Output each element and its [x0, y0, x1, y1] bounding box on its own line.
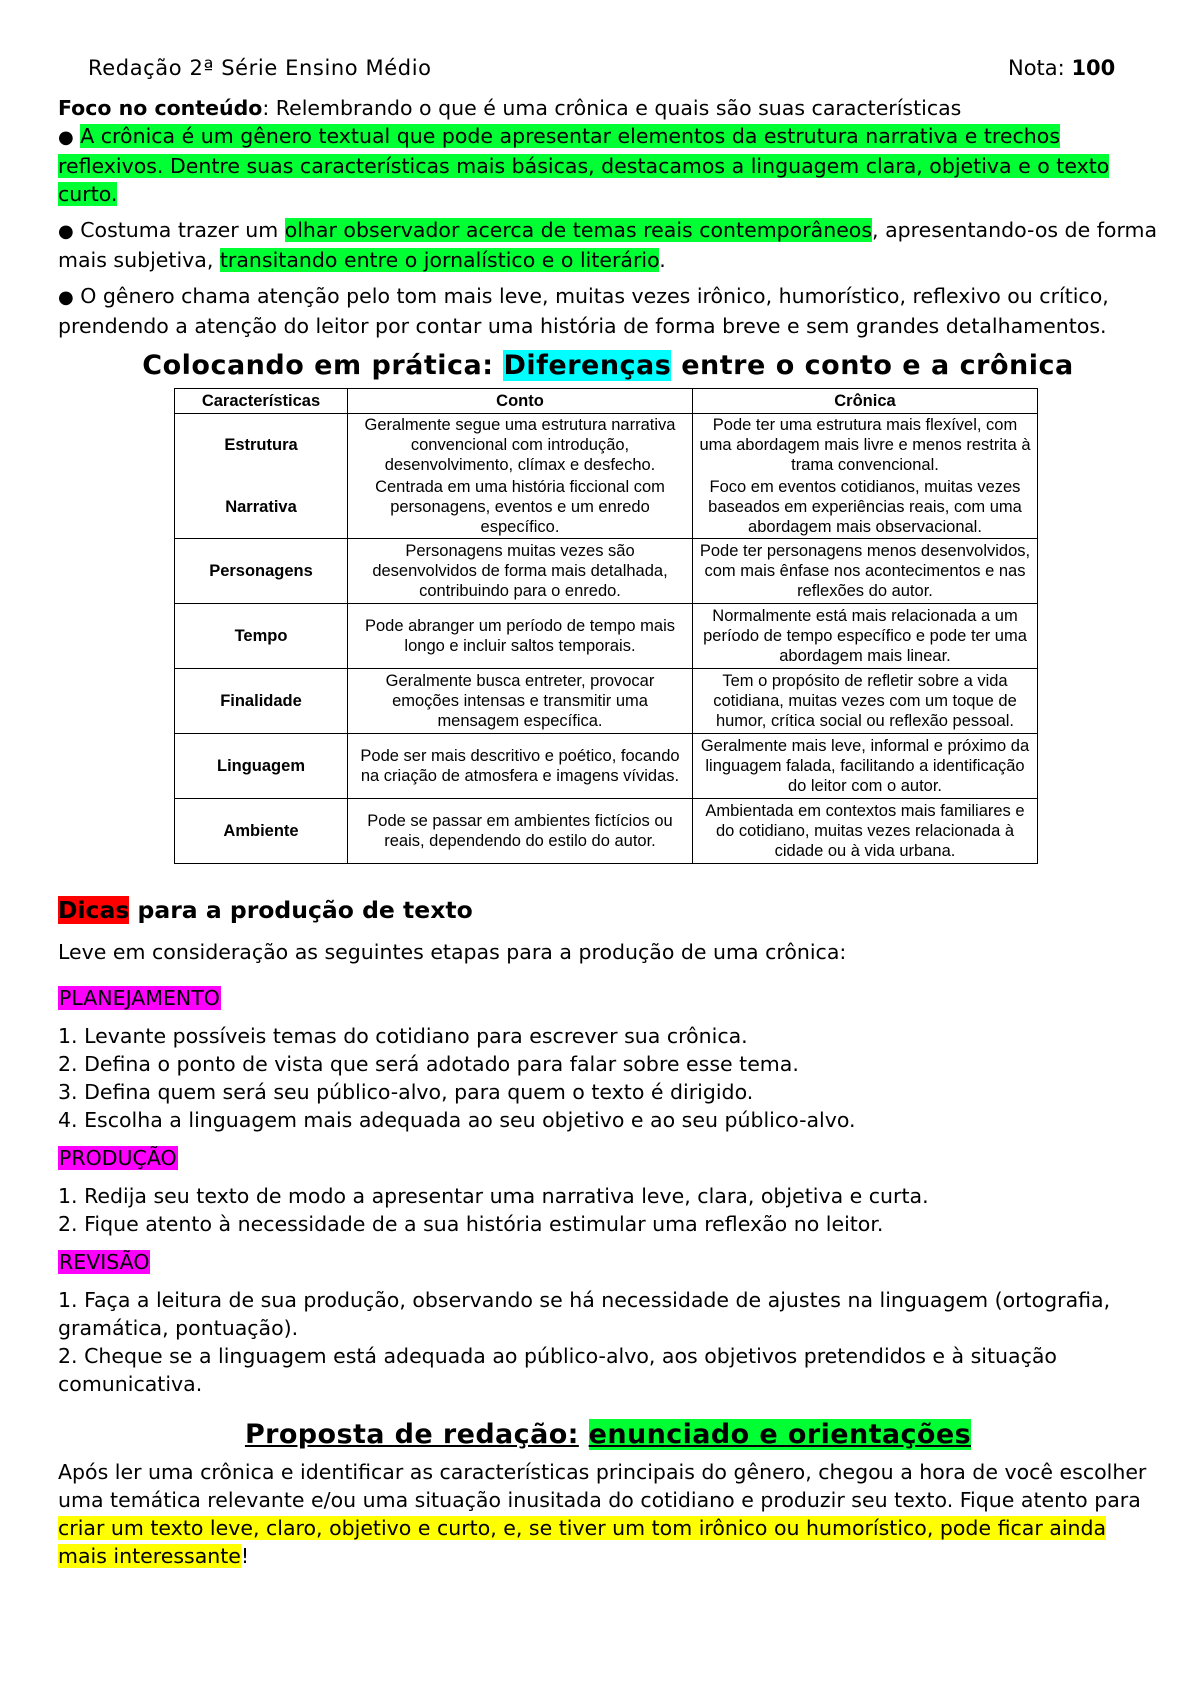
bullet-2-text-a: Costuma trazer um: [73, 218, 285, 242]
practice-heading: [58, 348, 1158, 384]
bullet-2-text-b: , apresentando-os de forma mais subjetiva,: [58, 218, 1158, 272]
conto-environment: Pode se passar em ambientes fictícios ou reais, dependendo do estilo do autor.: [348, 799, 693, 864]
list-item: 3. Defina quem será seu público-alvo, para quem o texto é dirigido.: [58, 1080, 754, 1104]
practice-highlight: Diferenças: [503, 350, 672, 381]
grade-label: Nota:: [1008, 56, 1065, 80]
cronica-environment: Ambientada em contextos mais familiares e do cotidiano, muitas vezes relacionada à cidade ou à vida urbana.: [692, 799, 1037, 864]
conto-language: Pode ser mais descritivo e poético, focando na criação de atmosfera e imagens vívidas.: [348, 734, 693, 799]
bullet-3: [58, 282, 1158, 340]
tips-intro: Leve em consideração as seguintes etapas para a produção de uma crônica:: [58, 940, 847, 964]
tips-highlight: Dicas: [58, 896, 130, 924]
conto-characters: Personagens muitas vezes são desenvolvidos de forma mais detalhada, contribuindo para o enredo.: [348, 539, 693, 604]
cronica-time: Normalmente está mais relacionada a um período de tempo específico e pode ter uma abordagem mais linear.: [692, 604, 1037, 669]
row-label-narrative: Narrativa: [225, 498, 297, 516]
row-label-structure-narrative: [175, 414, 348, 539]
conto-time: Pode abranger um período de tempo mais longo e incluir saltos temporais.: [348, 604, 693, 669]
conto-purpose: Geralmente busca entreter, provocar emoções intensas e transmitir uma mensagem específica.: [348, 669, 693, 734]
tips-heading: [58, 894, 1158, 926]
table-header-cronica: Crônica: [692, 389, 1037, 414]
table-row: [175, 604, 1038, 669]
bullet-2: [58, 216, 1158, 274]
cronica-characters: Pode ter personagens menos desenvolvidos, com mais ênfase nos acontecimentos e nas reflexões do autor.: [692, 539, 1037, 604]
bullet-2-text-c: .: [659, 248, 666, 272]
bullet-3-text: O gênero chama atenção pelo tom mais leve, muitas vezes irônico, humorístico, reflexivo ou crítico, prendendo a atenção do leitor por contar uma história de forma breve e sem grandes detalhamentos.: [58, 284, 1109, 338]
document-header: [58, 52, 1158, 88]
focus-line: [58, 94, 1158, 122]
focus-text: : Relembrando o que é uma crônica e quais são suas características: [262, 96, 962, 120]
revision-list: [58, 1286, 1158, 1398]
cronica-structure: Pode ter uma estrutura mais flexível, com uma abordagem mais livre e menos restrita à trama convencional.: [699, 416, 1031, 474]
bullet-2-highlight-2: transitando entre o jornalístico e o literário: [219, 248, 660, 272]
production-label: [58, 1144, 1158, 1172]
row-label-time: Tempo: [175, 604, 348, 669]
bullet-icon: ●: [58, 221, 74, 242]
list-item: 1. Faça a leitura de sua produção, observando se há necessidade de ajustes na linguagem (ortografia, gramática, pontuação).: [58, 1288, 1111, 1340]
proposal-text-end: !: [240, 1544, 250, 1568]
list-item: 4. Escolha a linguagem mais adequada ao seu objetivo e ao seu público-alvo.: [58, 1108, 856, 1132]
row-label-language: Linguagem: [175, 734, 348, 799]
bullet-icon: ●: [58, 127, 74, 148]
comparison-table: [174, 388, 1038, 864]
revision-label: [58, 1248, 1158, 1276]
tips-title-rest: para a produção de texto: [129, 896, 473, 924]
list-item: 2. Cheque se a linguagem está adequada ao público-alvo, aos objetivos pretendidos e à situação comunicativa.: [58, 1344, 1057, 1396]
grade-value: 100: [1071, 56, 1116, 80]
list-item: 2. Fique atento à necessidade de a sua história estimular uma reflexão no leitor.: [58, 1212, 884, 1236]
cronica-structure-narrative: [692, 414, 1037, 539]
table-row: [175, 669, 1038, 734]
production-label-text: PRODUÇÃO: [59, 1146, 177, 1170]
proposal-heading: [58, 1416, 1158, 1454]
cronica-language: Geralmente mais leve, informal e próximo da linguagem falada, facilitando a identificação do leitor com o autor.: [692, 734, 1037, 799]
proposal-text-highlight: criar um texto leve, claro, objetivo e curto, e, se tiver um tom irônico ou humorístico, pode ficar ainda mais interessante: [58, 1516, 1107, 1568]
planning-label: [58, 984, 1158, 1012]
proposal-title-b: enunciado e orientações: [588, 1419, 972, 1450]
cronica-narrative: Foco em eventos cotidianos, muitas vezes baseados em experiências reais, com uma abordagem mais observacional.: [708, 478, 1022, 536]
bullet-2-highlight-1: olhar observador acerca de temas reais contemporâneos: [284, 218, 873, 242]
proposal-text: [58, 1458, 1158, 1570]
table-header-conto: Conto: [348, 389, 693, 414]
list-item: 2. Defina o ponto de vista que será adotado para falar sobre esse tema.: [58, 1052, 799, 1076]
list-item: 1. Levante possíveis temas do cotidiano para escrever sua crônica.: [58, 1024, 748, 1048]
bullet-1: [58, 122, 1158, 208]
document-page: [58, 52, 1158, 1570]
table-row: [175, 414, 1038, 539]
practice-suffix: entre o conto e a crônica: [671, 350, 1074, 381]
row-label-characters: Personagens: [175, 539, 348, 604]
practice-prefix: Colocando em prática:: [142, 350, 504, 381]
list-item: 1. Redija seu texto de modo a apresentar uma narrativa leve, clara, objetiva e curta.: [58, 1184, 929, 1208]
conto-structure: Geralmente segue uma estrutura narrativa convencional com introdução, desenvolvimento, clímax e desfecho.: [364, 416, 676, 474]
planning-label-text: PLANEJAMENTO: [59, 986, 220, 1010]
conto-narrative: Centrada em uma história ficcional com personagens, eventos e um enredo específico.: [375, 478, 665, 536]
production-list: [58, 1182, 1158, 1238]
bullet-1-text: A crônica é um gênero textual que pode apresentar elementos da estrutura narrativa e trechos reflexivos. Dentre suas características mais básicas, destacamos a linguagem clara, objetiva e o texto curto.: [58, 124, 1110, 206]
cronica-purpose: Tem o propósito de refletir sobre a vida cotidiana, muitas vezes com um toque de humor, crítica social ou reflexão pessoal.: [692, 669, 1037, 734]
table-row: [175, 799, 1038, 864]
focus-label: Foco no conteúdo: [58, 96, 263, 120]
bullet-icon: ●: [58, 287, 74, 308]
document-title: Redação 2ª Série Ensino Médio: [88, 56, 432, 80]
conto-structure-narrative: [348, 414, 693, 539]
grade: [1008, 56, 1115, 80]
proposal-text-a: Após ler uma crônica e identificar as características principais do gênero, chegou a hora de você escolher uma temática relevante e/ou uma situação inusitada do cotidiano e produzir seu texto. Fique atento para: [58, 1460, 1147, 1512]
row-label-structure: Estrutura: [224, 436, 298, 454]
proposal-title-a: Proposta de redação:: [244, 1419, 579, 1450]
table-header-row: [175, 389, 1038, 414]
table-header-characteristics: Características: [175, 389, 348, 414]
revision-label-text: REVISÃO: [59, 1250, 150, 1274]
table-row: [175, 539, 1038, 604]
row-label-purpose: Finalidade: [175, 669, 348, 734]
row-label-environment: Ambiente: [175, 799, 348, 864]
planning-list: [58, 1022, 1158, 1134]
table-row: [175, 734, 1038, 799]
